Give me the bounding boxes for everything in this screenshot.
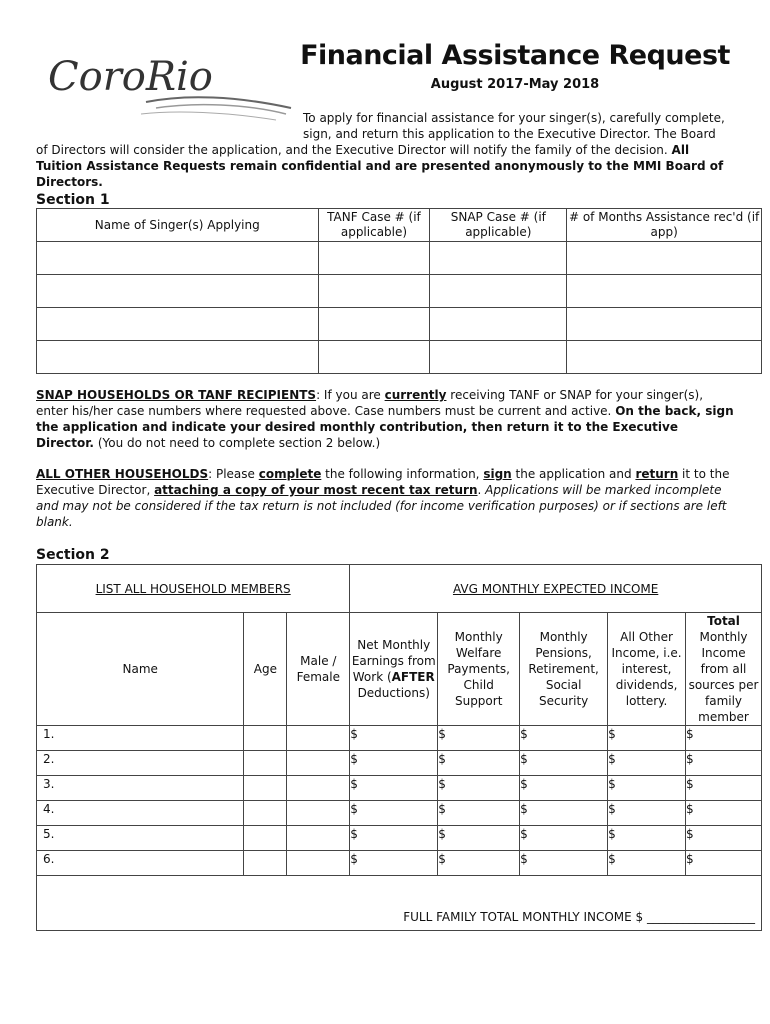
singer-name-cell[interactable] bbox=[37, 275, 319, 308]
col-name: Name bbox=[37, 613, 244, 726]
table-row bbox=[37, 776, 762, 801]
income-header: AVG MONTHLY EXPECTED INCOME bbox=[350, 565, 762, 613]
age-cell[interactable] bbox=[244, 826, 287, 851]
months-cell[interactable] bbox=[567, 242, 762, 275]
col-pensions: Monthly Pensions, Retirement, Social Security bbox=[520, 613, 608, 726]
pension-cell[interactable]: $ bbox=[520, 826, 608, 851]
col-total-income: Total Monthly Income from all sources per family member bbox=[686, 613, 762, 726]
sex-cell[interactable] bbox=[287, 726, 350, 751]
full-family-total[interactable]: FULL FAMILY TOTAL MONTHLY INCOME $ __________________ bbox=[37, 876, 762, 931]
tanf-cell[interactable] bbox=[318, 242, 430, 275]
sex-cell[interactable] bbox=[287, 776, 350, 801]
member-name-cell[interactable]: 5. bbox=[37, 826, 244, 851]
snap-instructions: SNAP HOUSEHOLDS OR TANF RECIPIENTS: If you are currently receiving TANF or SNAP for your singer(s), enter his/her case numbers where requested above. Case numbers must be current and active. On the back, sign the application and indicate your desired monthly contribution, then return it to the Executive Director. (You do not need to complete section 2 below.) bbox=[36, 388, 734, 450]
other-income-cell[interactable]: $ bbox=[608, 801, 686, 826]
member-name-cell[interactable]: 2. bbox=[37, 751, 244, 776]
tanf-cell[interactable] bbox=[318, 341, 430, 374]
pension-cell[interactable]: $ bbox=[520, 776, 608, 801]
col-snap-case: SNAP Case # (if applicable) bbox=[430, 209, 567, 242]
other-income-cell[interactable]: $ bbox=[608, 851, 686, 876]
household-members-header: LIST ALL HOUSEHOLD MEMBERS bbox=[37, 565, 350, 613]
member-name-cell[interactable]: 1. bbox=[37, 726, 244, 751]
member-name-cell[interactable]: 4. bbox=[37, 801, 244, 826]
tanf-cell[interactable] bbox=[318, 308, 430, 341]
table-row bbox=[37, 851, 762, 876]
other-income-cell[interactable]: $ bbox=[608, 726, 686, 751]
form-title: Financial Assistance Request bbox=[300, 40, 730, 71]
singer-name-cell[interactable] bbox=[37, 242, 319, 275]
total-income-cell[interactable]: $ bbox=[686, 776, 762, 801]
age-cell[interactable] bbox=[244, 801, 287, 826]
months-cell[interactable] bbox=[567, 308, 762, 341]
snap-cell[interactable] bbox=[430, 275, 567, 308]
snap-cell[interactable] bbox=[430, 341, 567, 374]
singer-name-cell[interactable] bbox=[37, 308, 319, 341]
age-cell[interactable] bbox=[244, 851, 287, 876]
welfare-cell[interactable]: $ bbox=[438, 751, 520, 776]
welfare-cell[interactable]: $ bbox=[438, 801, 520, 826]
total-income-cell[interactable]: $ bbox=[686, 801, 762, 826]
net-earnings-cell[interactable]: $ bbox=[350, 826, 438, 851]
sex-cell[interactable] bbox=[287, 826, 350, 851]
col-age: Age bbox=[244, 613, 287, 726]
other-income-cell[interactable]: $ bbox=[608, 826, 686, 851]
col-welfare: Monthly Welfare Payments, Child Support bbox=[438, 613, 520, 726]
member-name-cell[interactable]: 6. bbox=[37, 851, 244, 876]
total-income-cell[interactable]: $ bbox=[686, 726, 762, 751]
months-cell[interactable] bbox=[567, 341, 762, 374]
net-earnings-cell[interactable]: $ bbox=[350, 776, 438, 801]
snap-cell[interactable] bbox=[430, 242, 567, 275]
pension-cell[interactable]: $ bbox=[520, 851, 608, 876]
table-row bbox=[37, 341, 762, 374]
snap-cell[interactable] bbox=[430, 308, 567, 341]
section-2-table bbox=[36, 564, 762, 931]
col-singer-name: Name of Singer(s) Applying bbox=[37, 209, 319, 242]
form-subtitle: August 2017-May 2018 bbox=[430, 77, 600, 92]
other-income-cell[interactable]: $ bbox=[608, 751, 686, 776]
age-cell[interactable] bbox=[244, 776, 287, 801]
section-1-table bbox=[36, 208, 762, 374]
intro-line-1: To apply for financial assistance for your singer(s), carefully complete, sign, and return this application to the Executive Director. The Board bbox=[303, 111, 725, 141]
cororio-logo bbox=[46, 46, 296, 122]
col-net-earnings: Net Monthly Earnings from Work (AFTER Deductions) bbox=[350, 613, 438, 726]
tanf-cell[interactable] bbox=[318, 275, 430, 308]
net-earnings-cell[interactable]: $ bbox=[350, 851, 438, 876]
table-row bbox=[37, 242, 762, 275]
table-row bbox=[37, 308, 762, 341]
sex-cell[interactable] bbox=[287, 851, 350, 876]
table-row bbox=[37, 801, 762, 826]
intro-line-2: of Directors will consider the application, and the Executive Director will notify the family of the decision. All Tuition Assistance Requests remain confidential and are presented anonymously to the MMI Board of Directors. bbox=[36, 143, 724, 189]
member-name-cell[interactable]: 3. bbox=[37, 776, 244, 801]
col-tanf-case: TANF Case # (if applicable) bbox=[318, 209, 430, 242]
welfare-cell[interactable]: $ bbox=[438, 826, 520, 851]
col-months-assistance: # of Months Assistance rec'd (if app) bbox=[567, 209, 762, 242]
sex-cell[interactable] bbox=[287, 751, 350, 776]
section-1-title: Section 1 bbox=[36, 192, 110, 208]
other-households-instructions: ALL OTHER HOUSEHOLDS: Please complete the following information, sign the application and return it to the Executive Director, attaching a copy of your most recent tax return. Applications will be marked incomplete and may not be considered if the tax return is not included (for income verification purposes) or if sections are left blank. bbox=[36, 467, 730, 529]
total-income-cell[interactable]: $ bbox=[686, 851, 762, 876]
pension-cell[interactable]: $ bbox=[520, 726, 608, 751]
table-row bbox=[37, 826, 762, 851]
total-income-cell[interactable]: $ bbox=[686, 751, 762, 776]
months-cell[interactable] bbox=[567, 275, 762, 308]
col-other-income: All Other Income, i.e. interest, dividends, lottery. bbox=[608, 613, 686, 726]
other-income-cell[interactable]: $ bbox=[608, 776, 686, 801]
table-row bbox=[37, 726, 762, 751]
pension-cell[interactable]: $ bbox=[520, 751, 608, 776]
welfare-cell[interactable]: $ bbox=[438, 776, 520, 801]
net-earnings-cell[interactable]: $ bbox=[350, 801, 438, 826]
logo-text: CoroRio bbox=[48, 54, 213, 100]
net-earnings-cell[interactable]: $ bbox=[350, 726, 438, 751]
total-income-cell[interactable]: $ bbox=[686, 826, 762, 851]
section-2-title: Section 2 bbox=[36, 547, 110, 563]
sex-cell[interactable] bbox=[287, 801, 350, 826]
singer-name-cell[interactable] bbox=[37, 341, 319, 374]
welfare-cell[interactable]: $ bbox=[438, 726, 520, 751]
table-row bbox=[37, 751, 762, 776]
col-sex: Male / Female bbox=[287, 613, 350, 726]
pension-cell[interactable]: $ bbox=[520, 801, 608, 826]
net-earnings-cell[interactable]: $ bbox=[350, 751, 438, 776]
age-cell[interactable] bbox=[244, 726, 287, 751]
age-cell[interactable] bbox=[244, 751, 287, 776]
table-row bbox=[37, 275, 762, 308]
welfare-cell[interactable]: $ bbox=[438, 851, 520, 876]
